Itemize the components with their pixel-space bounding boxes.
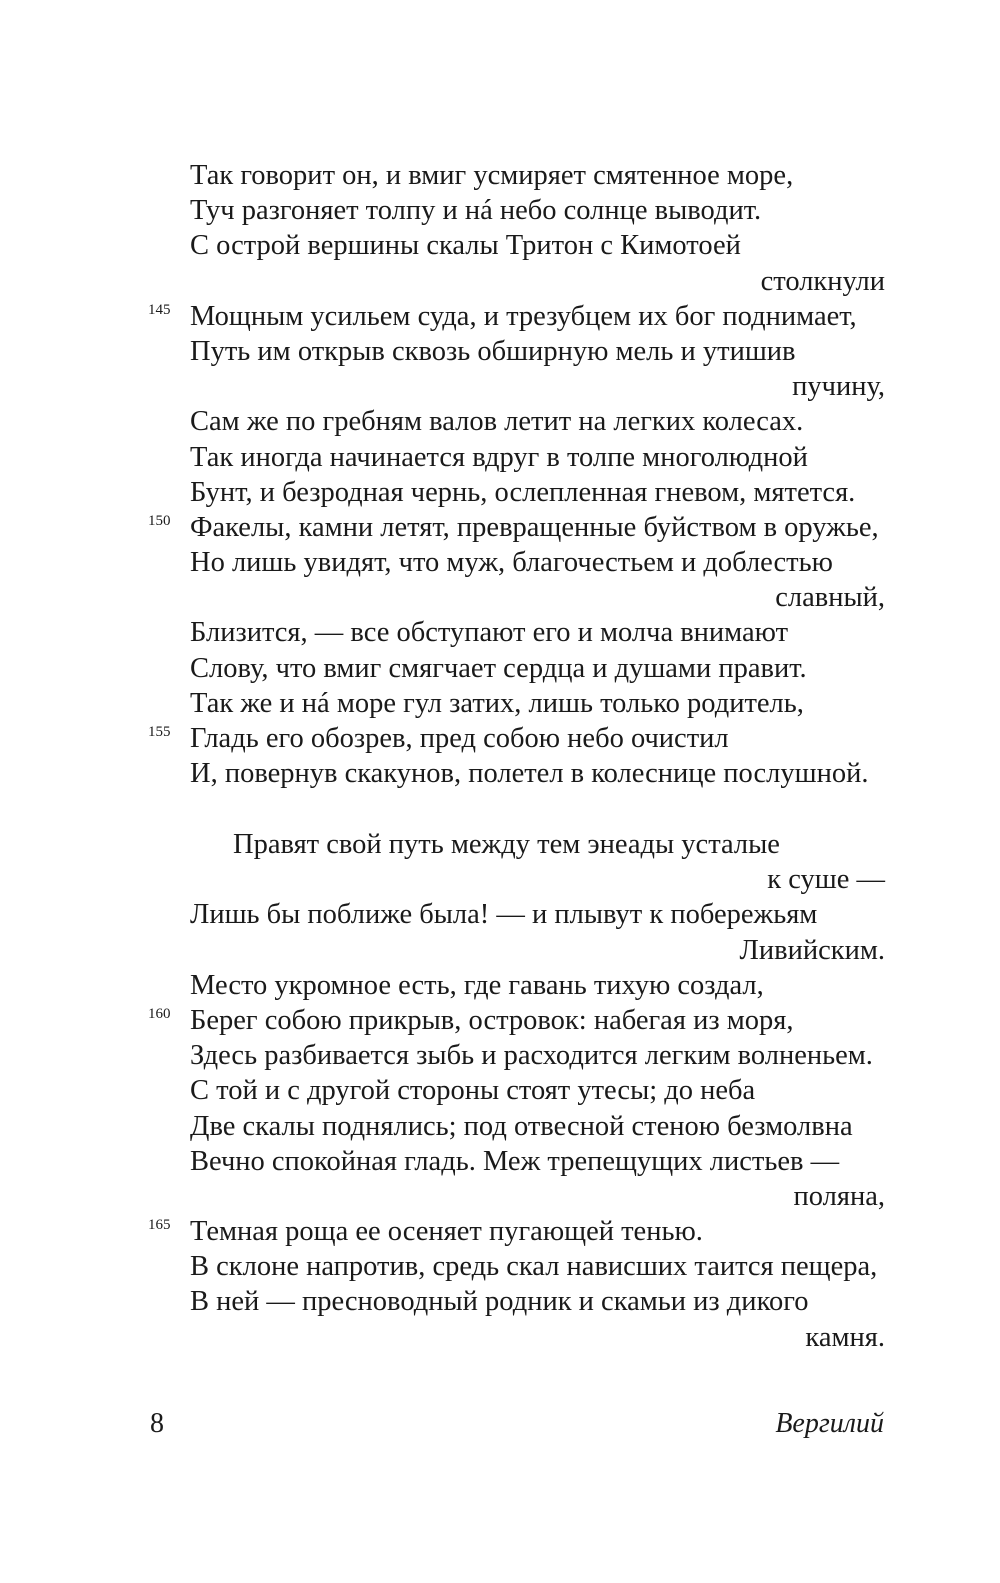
verse-line-continuation: славный, [775,582,885,614]
verse-block-2 [148,827,885,1355]
verse-line-continuation: пучину, [792,371,885,403]
running-title: Вергилий [775,1408,884,1439]
verse-line: Здесь разбивается зыбь и расходится легким волненьем. [190,1040,873,1072]
verse-line: Лишь бы поближе была! — и плывут к побережьям [190,899,818,931]
verse-line: В ней — пресноводный родник и скамьи из дикого [190,1286,809,1318]
verse-line: Слову, что вмиг смягчает сердца и душами правит. [190,652,807,684]
line-number: 145 [148,301,171,318]
verse-line: 150 Факелы, камни летят, превращенные буйством в оружье, [148,511,879,543]
verse-line-continuation: столкнули [760,265,885,297]
verse-line-indented: Правят свой путь между тем энеады усталые [233,829,780,860]
verse-block-1 [148,158,885,791]
line-number: 155 [148,724,171,740]
verse-line: Две скалы поднялись; под отвесной стеною безмолвна [190,1110,853,1142]
verse-line: 155 Гладь его обозрев, пред собою небо очистил [148,723,729,754]
verse-line: В склоне напротив, средь скал нависших таится пещера, [190,1251,878,1283]
verse-line: 160 Берег собою прикрыв, островок: набегая из моря, [148,1004,794,1036]
verse-line: Но лишь увидят, что муж, благочестьем и доблестью [190,547,833,579]
verse-line: Так говорит он, и вмиг усмиряет смятенное море, [190,160,794,191]
verse-line: И, повернув скакунов, полетел в колеснице послушной. [190,758,869,790]
verse-line: Место укромное есть, где гавань тихую создал, [190,969,764,1001]
verse-line: Так иногда начинается вдруг в толпе многолюдной [190,441,808,473]
verse-line-continuation: к суше — [767,864,885,896]
verse-line: 145 Мощным усильем суда, и трезубцем их бог поднимает, [148,300,857,332]
verse-line-continuation: поляна, [793,1180,885,1212]
line-number: 160 [148,1005,171,1022]
verse-line: С острой вершины скалы Тритон с Кимотоей [190,230,741,262]
page-number: 8 [150,1408,164,1439]
verse-line: Туч разгоняет толпу и нá небо солнце выводит. [190,195,762,227]
verse-line: Сам же по гребням валов летит на легких колесах. [190,406,804,438]
verse-line: Бунт, и безродная чернь, ослепленная гневом, мятется. [190,476,856,508]
line-number: 150 [148,512,171,529]
verse-line-continuation: камня. [805,1321,885,1353]
verse-line: Так же и нá море гул затих, лишь только родитель, [190,687,804,719]
verse-line: Близится, — все обступают его и молча внимают [190,617,789,649]
line-number: 165 [148,1217,171,1234]
verse-line: Путь им открыв сквозь обширную мель и утишив [190,335,796,367]
verse-line-continuation: Ливийским. [739,934,885,966]
verse-line: С той и с другой стороны стоят утесы; до неба [190,1075,756,1107]
verse-line: Вечно спокойная гладь. Меж трепещущих листьев — [190,1145,840,1177]
verse-line: 165 Темная роща ее осеняет пугающей тенью. [148,1216,703,1248]
